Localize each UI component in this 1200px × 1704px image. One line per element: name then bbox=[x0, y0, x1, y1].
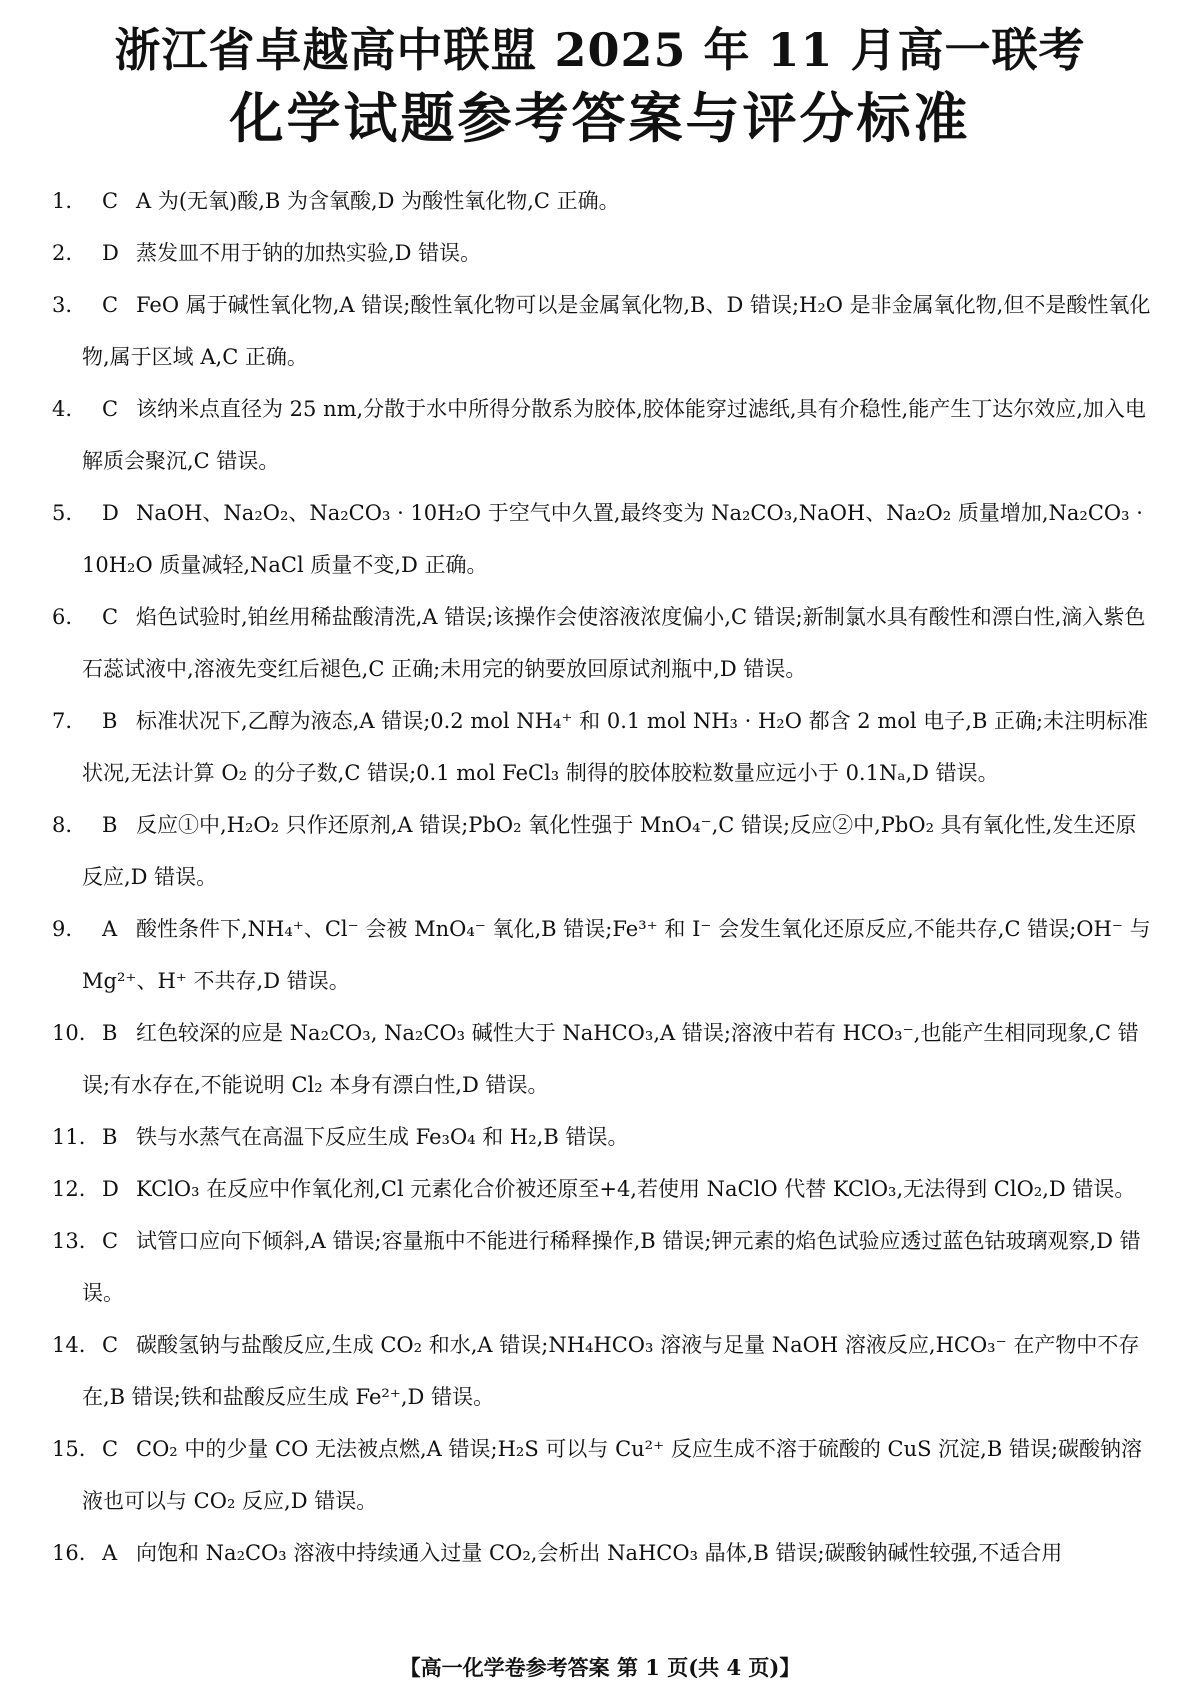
answer-item-16 bbox=[52, 1527, 1156, 1579]
item-number: 12. bbox=[52, 1177, 86, 1201]
item-answer: B bbox=[102, 709, 118, 733]
answer-item-15 bbox=[52, 1423, 1156, 1527]
item-number: 14. bbox=[52, 1333, 86, 1357]
item-answer: D bbox=[102, 501, 119, 525]
item-explanation: A 为(无氧)酸,B 为含氧酸,D 为酸性氧化物,C 正确。 bbox=[136, 189, 620, 213]
item-number: 10. bbox=[52, 1021, 86, 1045]
item-explanation: 该纳米点直径为 25 nm,分散于水中所得分散系为胶体,胶体能穿过滤纸,具有介稳性,能产生丁达尔效应,加入电解质会聚沉,C 错误。 bbox=[82, 397, 1146, 473]
item-explanation: 铁与水蒸气在高温下反应生成 Fe₃O₄ 和 H₂,B 错误。 bbox=[136, 1125, 629, 1149]
answer-item-5 bbox=[52, 487, 1156, 591]
item-explanation: CO₂ 中的少量 CO 无法被点燃,A 错误;H₂S 可以与 Cu²⁺ 反应生成不溶于硫酸的 CuS 沉淀,B 错误;碳酸钠溶液也可以与 CO₂ 反应,D 错误。 bbox=[82, 1437, 1143, 1513]
item-number: 8. bbox=[52, 813, 73, 837]
item-number: 3. bbox=[52, 293, 73, 317]
answer-item-9 bbox=[52, 903, 1156, 1007]
item-number: 6. bbox=[52, 605, 73, 629]
document-title: 化学试题参考答案与评分标准 bbox=[229, 86, 971, 150]
answer-item-10 bbox=[52, 1007, 1156, 1111]
item-answer: B bbox=[102, 1125, 118, 1149]
item-explanation: 反应①中,H₂O₂ 只作还原剂,A 错误;PbO₂ 氧化性强于 MnO₄⁻,C 错误;反应②中,PbO₂ 具有氧化性,发生还原反应,D 错误。 bbox=[82, 813, 1137, 889]
answer-item-7 bbox=[52, 695, 1156, 799]
item-number: 9. bbox=[52, 917, 73, 941]
item-explanation: 酸性条件下,NH₄⁺、Cl⁻ 会被 MnO₄⁻ 氧化,B 错误;Fe³⁺ 和 I⁻ 会发生氧化还原反应,不能共存,C 错误;OH⁻ 与 Mg²⁺、H⁺ 不共存,D 错误。 bbox=[82, 917, 1151, 993]
answer-item-2 bbox=[52, 227, 1156, 279]
item-answer: A bbox=[102, 917, 118, 941]
answer-item-1 bbox=[52, 175, 1156, 227]
item-number: 11. bbox=[52, 1125, 86, 1149]
item-answer: C bbox=[102, 1437, 119, 1461]
item-answer: B bbox=[102, 1021, 118, 1045]
answer-item-12 bbox=[52, 1163, 1156, 1215]
item-explanation: FeO 属于碱性氧化物,A 错误;酸性氧化物可以是金属氧化物,B、D 错误;H₂O 是非金属氧化物,但不是酸性氧化物,属于区域 A,C 正确。 bbox=[82, 293, 1151, 369]
item-number: 5. bbox=[52, 501, 73, 525]
answer-item-11 bbox=[52, 1111, 1156, 1163]
item-explanation: 焰色试验时,铂丝用稀盐酸清洗,A 错误;该操作会使溶液浓度偏小,C 错误;新制氯水具有酸性和漂白性,滴入紫色石蕊试液中,溶液先变红后褪色,C 正确;未用完的钠要放回原试剂瓶中,D 错误。 bbox=[82, 605, 1146, 681]
item-number: 13. bbox=[52, 1229, 86, 1253]
item-answer: C bbox=[102, 1333, 119, 1357]
item-number: 1. bbox=[52, 189, 73, 213]
item-explanation: 蒸发皿不用于钠的加热实验,D 错误。 bbox=[136, 241, 482, 265]
answer-item-13 bbox=[52, 1215, 1156, 1319]
item-answer: B bbox=[102, 813, 118, 837]
item-explanation: 试管口应向下倾斜,A 错误;容量瓶中不能进行稀释操作,B 错误;钾元素的焰色试验应透过蓝色钴玻璃观察,D 错误。 bbox=[82, 1229, 1141, 1305]
item-number: 16. bbox=[52, 1541, 86, 1565]
exam-title: 浙江省卓越高中联盟 2025 年 11 月高一联考 bbox=[114, 23, 1086, 77]
page-footer: 【高一化学卷参考答案 第 1 页(共 4 页)】 bbox=[399, 1655, 801, 1680]
item-answer: C bbox=[102, 397, 119, 421]
item-explanation: 碳酸氢钠与盐酸反应,生成 CO₂ 和水,A 错误;NH₄HCO₃ 溶液与足量 NaOH 溶液反应,HCO₃⁻ 在产物中不存在,B 错误;铁和盐酸反应生成 Fe²⁺,D 错误。 bbox=[82, 1333, 1140, 1409]
answer-item-4 bbox=[52, 383, 1156, 487]
item-answer: C bbox=[102, 189, 119, 213]
item-answer: A bbox=[102, 1541, 118, 1565]
answer-item-6 bbox=[52, 591, 1156, 695]
item-answer: C bbox=[102, 605, 119, 629]
answer-list bbox=[52, 175, 1156, 1579]
item-number: 2. bbox=[52, 241, 73, 265]
item-number: 7. bbox=[52, 709, 73, 733]
item-number: 15. bbox=[52, 1437, 86, 1461]
item-explanation: 红色较深的应是 Na₂CO₃, Na₂CO₃ 碱性大于 NaHCO₃,A 错误;溶液中若有 HCO₃⁻,也能产生相同现象,C 错误;有水存在,不能说明 Cl₂ 本身有漂白性,D 错误。 bbox=[82, 1021, 1139, 1097]
item-answer: D bbox=[102, 1177, 119, 1201]
item-answer: C bbox=[102, 1229, 119, 1253]
item-number: 4. bbox=[52, 397, 73, 421]
answer-item-3 bbox=[52, 279, 1156, 383]
answer-item-8 bbox=[52, 799, 1156, 903]
item-explanation: 标准状况下,乙醇为液态,A 错误;0.2 mol NH₄⁺ 和 0.1 mol NH₃ · H₂O 都含 2 mol 电子,B 正确;未注明标准状况,无法计算 O₂ 的分子数,C 错误;0.1 mol FeCl₃ 制得的胶体胶粒数量应远小于 0.1Nₐ,D 错误。 bbox=[82, 709, 1149, 785]
item-explanation: 向饱和 Na₂CO₃ 溶液中持续通入过量 CO₂,会析出 NaHCO₃ 晶体,B 错误;碳酸钠碱性较强,不适合用 bbox=[136, 1541, 1063, 1565]
answer-item-14 bbox=[52, 1319, 1156, 1423]
item-answer: D bbox=[102, 241, 119, 265]
item-explanation: KClO₃ 在反应中作氧化剂,Cl 元素化合价被还原至+4,若使用 NaClO 代替 KClO₃,无法得到 ClO₂,D 错误。 bbox=[136, 1177, 1136, 1201]
item-answer: C bbox=[102, 293, 119, 317]
item-explanation: NaOH、Na₂O₂、Na₂CO₃ · 10H₂O 于空气中久置,最终变为 Na₂CO₃,NaOH、Na₂O₂ 质量增加,Na₂CO₃ · 10H₂O 质量减轻,NaCl 质量不变,D 正确。 bbox=[82, 501, 1143, 577]
